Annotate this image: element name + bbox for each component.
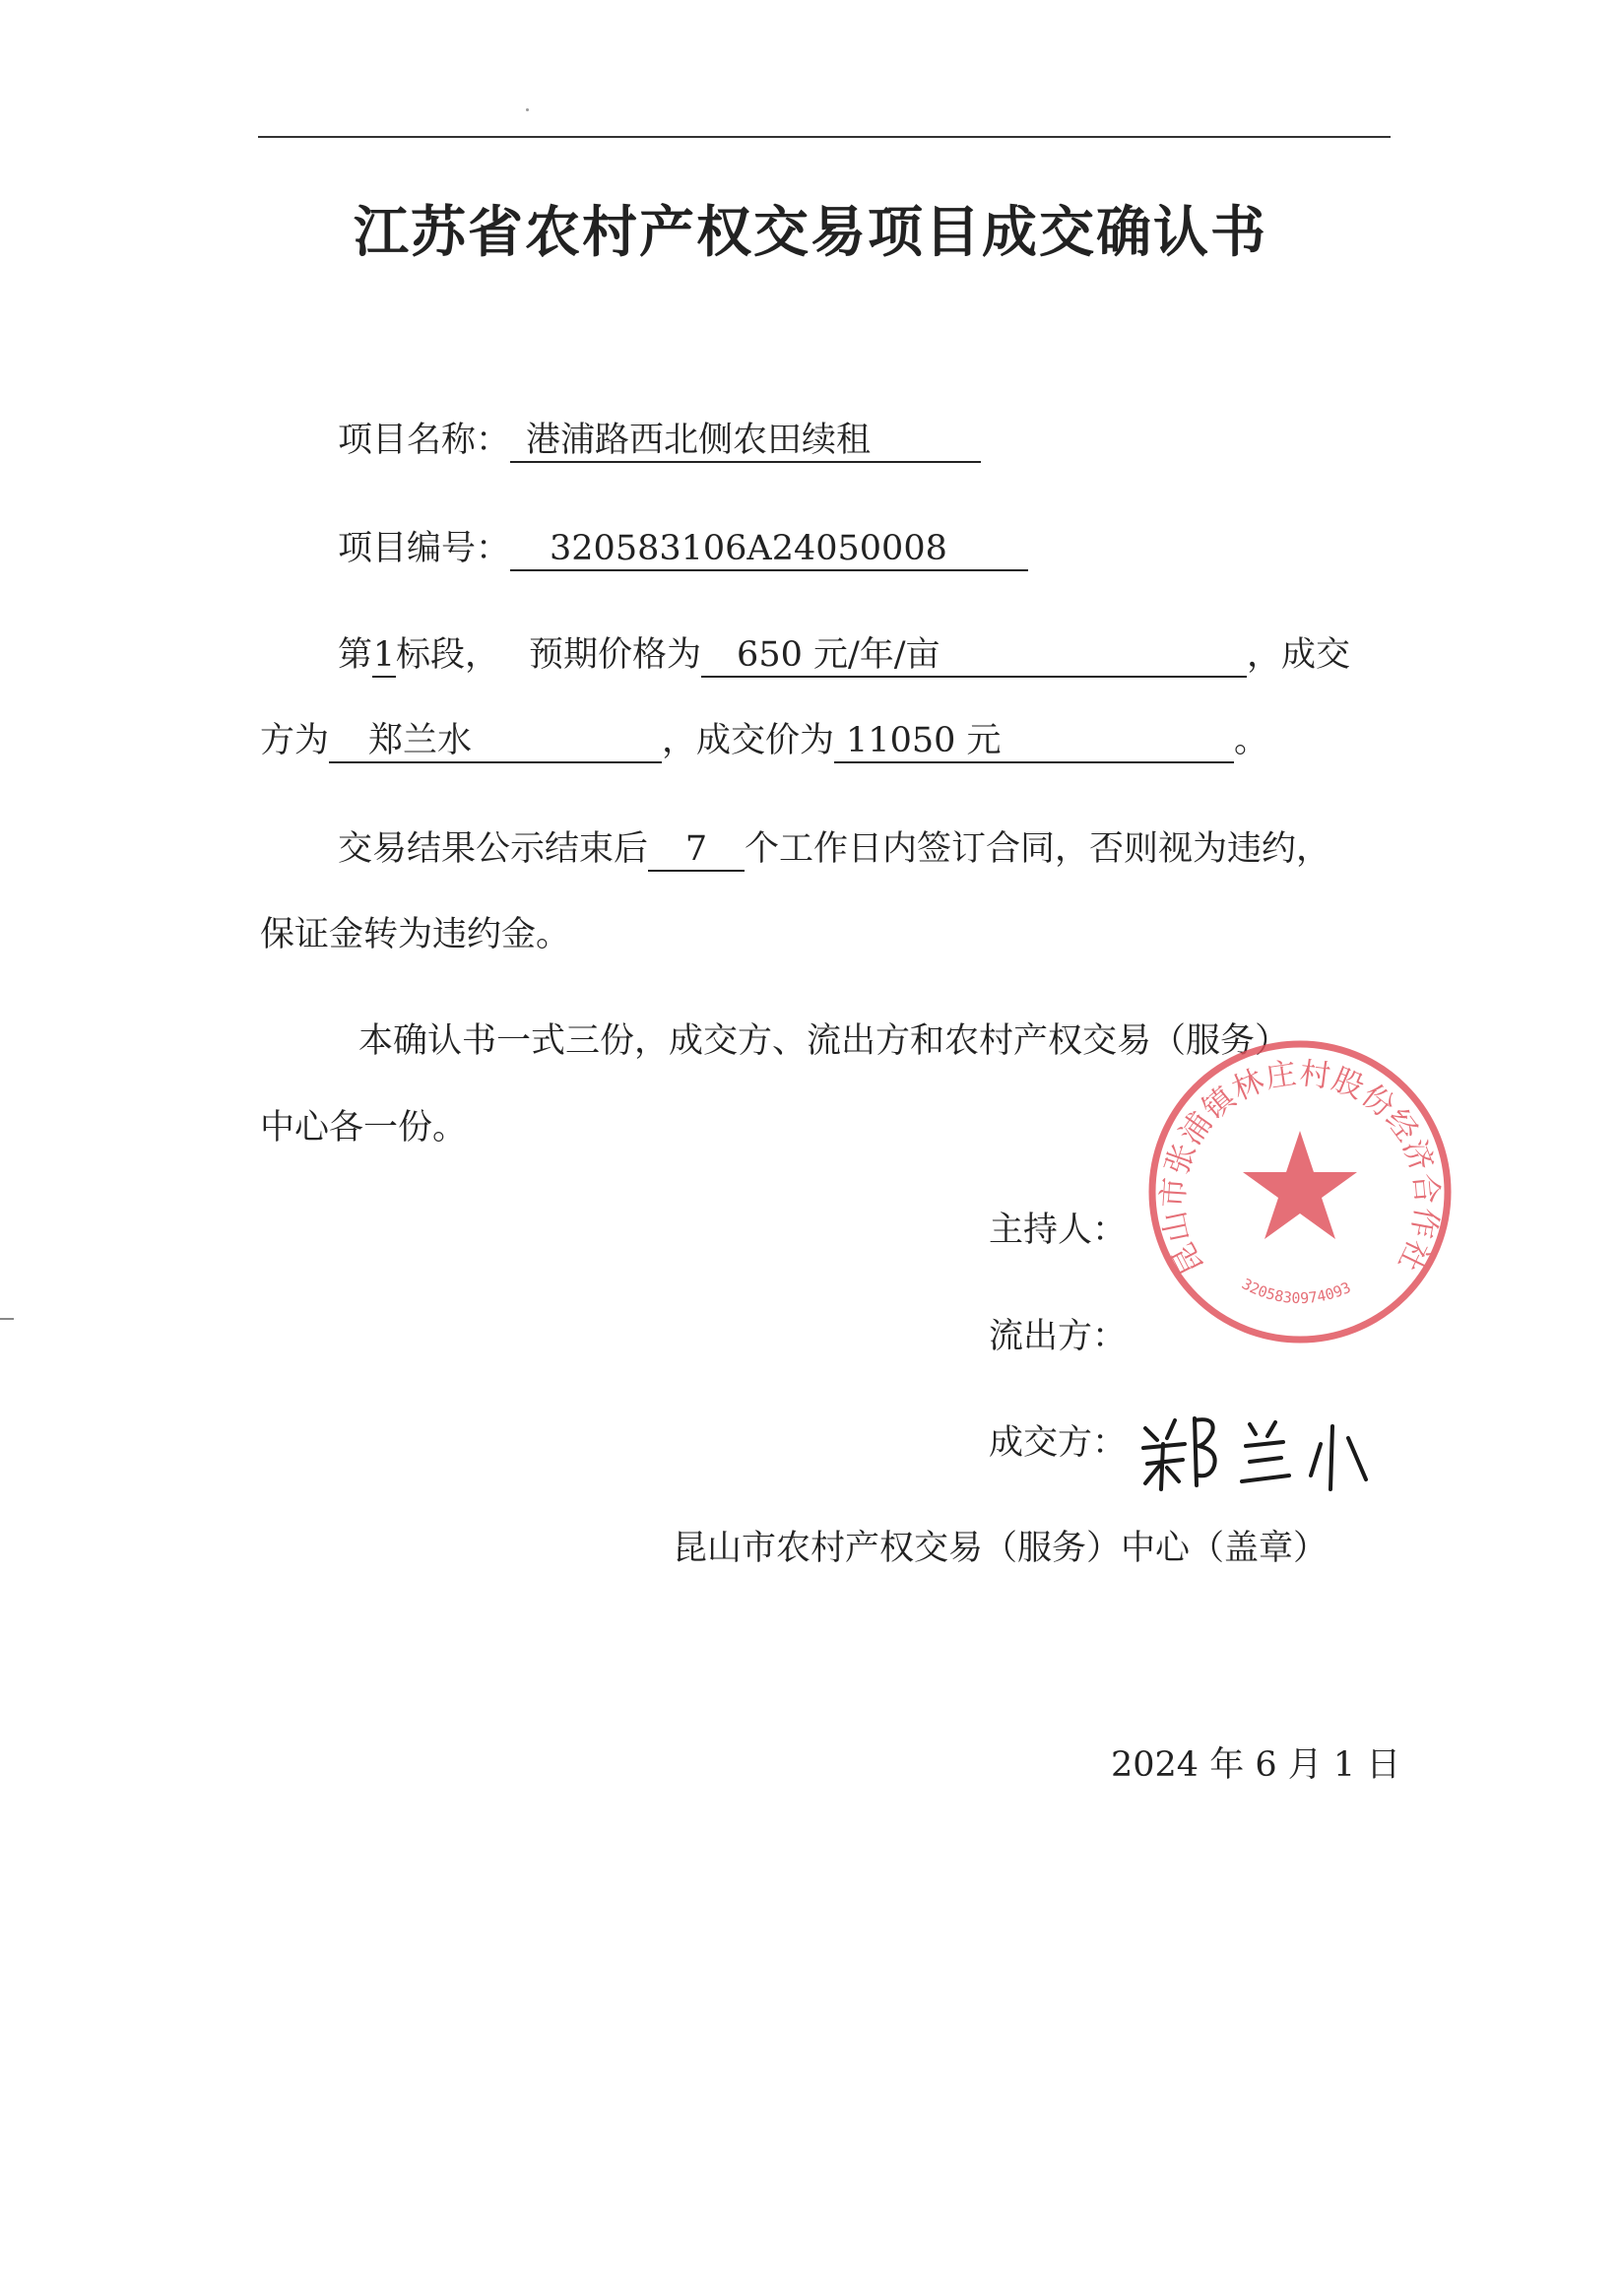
deal-price-value: 11050 元 bbox=[834, 724, 1234, 763]
scan-speck bbox=[526, 108, 529, 111]
buyer-handwritten-signature bbox=[1137, 1399, 1384, 1497]
section-number: 1 bbox=[372, 638, 396, 678]
party-label: 方为 bbox=[260, 721, 330, 760]
project-name-label: 项目名称： bbox=[338, 421, 511, 460]
section-prefix: 第 bbox=[338, 635, 373, 675]
section-price-row bbox=[338, 635, 1351, 678]
project-number-value: 320583106A24050008 bbox=[510, 532, 1028, 571]
project-number-row bbox=[338, 529, 1028, 571]
host-label: 主持人： bbox=[989, 1211, 1128, 1250]
deal-price-label: ，成交价为 bbox=[662, 721, 835, 760]
section-suffix: 标段， bbox=[396, 635, 500, 675]
svg-text:3205830974093 bbox=[1239, 1275, 1353, 1307]
expected-price-value: 650 元/年/亩 bbox=[701, 638, 1247, 678]
expected-price-label: 预期价格为 bbox=[529, 635, 702, 675]
seal-text: 昆山市张浦镇林庄村股份经济合作社 bbox=[1155, 1055, 1445, 1280]
document-date: 2024 年 6 月 1 日 bbox=[1111, 1745, 1401, 1785]
project-name-row bbox=[338, 421, 981, 463]
clause-copies-line-2: 中心各一份。 bbox=[260, 1108, 468, 1148]
project-name-value: 港浦路西北侧农田续租 bbox=[510, 424, 981, 463]
cooperative-seal bbox=[1142, 1034, 1458, 1349]
buyer-label: 成交方： bbox=[989, 1423, 1128, 1463]
issuer-center: 昆山市农村产权交易（服务）中心（盖章） bbox=[673, 1529, 1329, 1568]
clause-copies-line-1: 本确认书一式三份，成交方、流出方和农村产权交易（服务） bbox=[358, 1021, 1290, 1061]
clause-signing-line-2: 保证金转为违约金。 bbox=[260, 915, 571, 954]
deal-end: 。 bbox=[1234, 721, 1269, 760]
party-price-row bbox=[260, 721, 1269, 763]
party-value: 郑兰水 bbox=[329, 724, 662, 763]
deal-suffix: ，成交 bbox=[1247, 635, 1351, 675]
document-title: 江苏省农村产权交易项目成交确认书 bbox=[354, 201, 1267, 265]
outflow-label: 流出方： bbox=[989, 1317, 1128, 1356]
margin-mark bbox=[0, 1318, 14, 1320]
signing-days: 7 bbox=[648, 832, 745, 872]
project-number-label: 项目编号： bbox=[338, 529, 511, 568]
top-rule bbox=[258, 136, 1391, 138]
clause-signing-line-1 bbox=[338, 829, 1331, 872]
clause-signing-part1: 交易结果公示结束后 bbox=[338, 829, 649, 869]
clause-signing-part2: 个工作日内签订合同，否则视为违约， bbox=[745, 829, 1331, 869]
seal-code: 3205830974093 bbox=[1239, 1275, 1354, 1308]
